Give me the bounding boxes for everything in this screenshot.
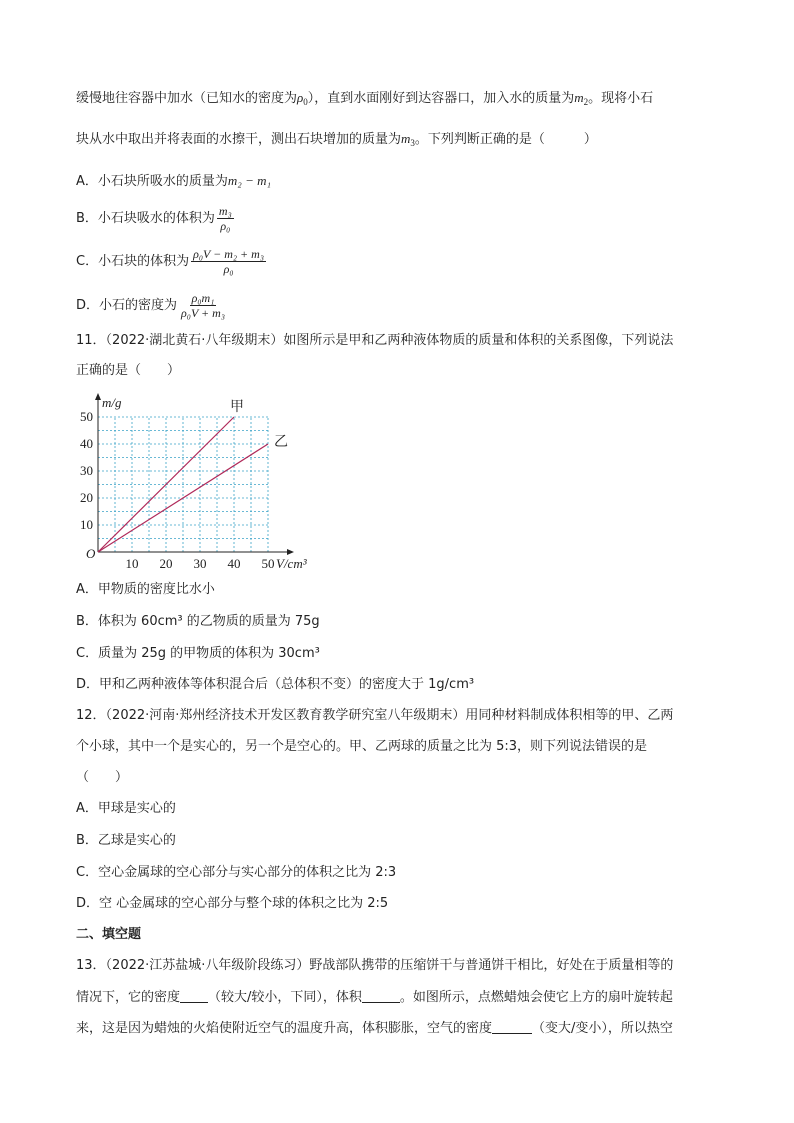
mass-volume-chart [76, 390, 336, 580]
q10-line2 [76, 130, 597, 152]
x-tick-label: 10 [125, 556, 139, 571]
x-tick-label: 20 [159, 556, 173, 571]
q10-option-b: B．小石块吸水的体积为 $\frac{\text{m₃}}{\text{ρ₀}}$ [76, 204, 232, 233]
x-axis-arrow [287, 549, 294, 555]
q10-line1 [76, 89, 653, 111]
fraction: $\frac{\text{ρ₀m₁}}{\text{ρ₀V + m₃}}$ [181, 291, 225, 320]
y-tick-label: 20 [80, 490, 93, 505]
origin-label: O [86, 546, 96, 561]
y-tick-label: 50 [80, 409, 93, 424]
answer-blank[interactable] [492, 1019, 532, 1034]
y-tick-label: 30 [80, 463, 93, 478]
q12-stem-line1: 12．（2022·河南·郑州经济技术开发区教育教学研究室八年级期末）用同种材料制成体积相等的甲、乙两 [76, 708, 674, 723]
y-tick-label: 10 [80, 517, 93, 532]
rho-symbol: $\rho_0$ [297, 90, 308, 107]
y-axis-label: m/g [102, 395, 122, 410]
q11-option-d: D．甲和乙两种液体等体积混合后（总体积不变）的密度大于 1g/cm³ [76, 677, 475, 692]
section-heading: 二、填空题 [76, 927, 142, 942]
q10-option-d: D．小石的密度为 $\frac{\text{ρ₀m₁}}{\text{ρ₀V + m₃}}$ [76, 291, 225, 320]
q12-option-a: A．甲球是实心的 [76, 801, 176, 816]
q11-option-b: B．体积为 60cm³ 的乙物质的质量为 75g [76, 614, 320, 629]
q10-text: 。下列判断正确的是（ ） [414, 132, 597, 147]
mass-symbol: $m_2$ [574, 90, 589, 107]
x-tick-label: 40 [227, 556, 241, 571]
q12-option-b: B．乙球是实心的 [76, 833, 176, 848]
series-label-1: 甲 [230, 400, 244, 415]
q12-option-c: C．空心金属球的空心部分与实心部分的体积之比为 2:3 [76, 865, 397, 880]
q12-option-d: D．空 心金属球的空心部分与整个球的体积之比为 2:5 [76, 896, 389, 911]
answer-blank[interactable] [362, 988, 400, 1003]
fraction: $\frac{\text{m₃}}{\text{ρ₀}}$ [218, 204, 232, 233]
q10-text: 。现将小石 [588, 91, 654, 106]
y-tick-label: 40 [80, 436, 93, 451]
q13-stem-line3: 来，这是因为蜡烛的火焰使附近空气的温度升高，体积膨胀，空气的密度 （变大/变小），所以热空 [76, 1021, 673, 1036]
q11-stem-line2: 正确的是（ ） [76, 363, 181, 378]
series-label-2: 乙 [274, 435, 288, 450]
q10-option-a: A．小石块所吸水的质量为m₂ − m₁ [76, 173, 271, 189]
answer-blank[interactable] [180, 988, 208, 1003]
mass-symbol: $m_3$ [401, 131, 415, 148]
q11-stem-line1: 11．（2022·湖北黄石·八年级期末）如图所示是甲和乙两种液体物质的质量和体积的关系图像，下列说法 [76, 333, 674, 348]
q13-stem-line2: 情况下，它的密度 （较大/较小，下同），体积 。如图所示，点燃蜡烛会使它上方的扇叶旋转起 [76, 990, 673, 1005]
q10-option-c: C．小石块的体积为 $\frac{\text{ρ₀V − m₂ + m₃}}{\text{ρ₀}}$ [76, 247, 264, 276]
x-tick-label: 30 [193, 556, 207, 571]
x-axis-label: V/cm³ [276, 556, 307, 571]
q11-option-c: C．质量为 25g 的甲物质的体积为 30cm³ [76, 646, 320, 661]
q12-stem-line3: （ ） [76, 770, 129, 785]
fraction: $\frac{\text{ρ₀V − m₂ + m₃}}{\text{ρ₀}}$ [193, 247, 264, 276]
q11-option-a: A．甲物质的密度比水小 [76, 582, 215, 597]
x-tick-label: 50 [261, 556, 275, 571]
q10-text: 块从水中取出并将表面的水擦干，测出石块增加的质量为 [76, 132, 402, 147]
q13-stem-line1: 13．（2022·江苏盐城·八年级阶段练习）野战部队携带的压缩饼干与普通饼干相比，好处在于质量相等的 [76, 958, 674, 973]
expr: m₂ − m₁ [227, 173, 271, 188]
q10-text: 缓慢地往容器中加水（已知水的密度为 [76, 91, 298, 106]
q10-text: ），直到水面刚好到达容器口，加入水的质量为 [307, 91, 575, 106]
q12-stem-line2: 个小球，其中一个是实心的，另一个是空心的。甲、乙两球的质量之比为 5:3，则下列说法错误的是 [76, 739, 648, 754]
y-axis-arrow [95, 393, 101, 400]
